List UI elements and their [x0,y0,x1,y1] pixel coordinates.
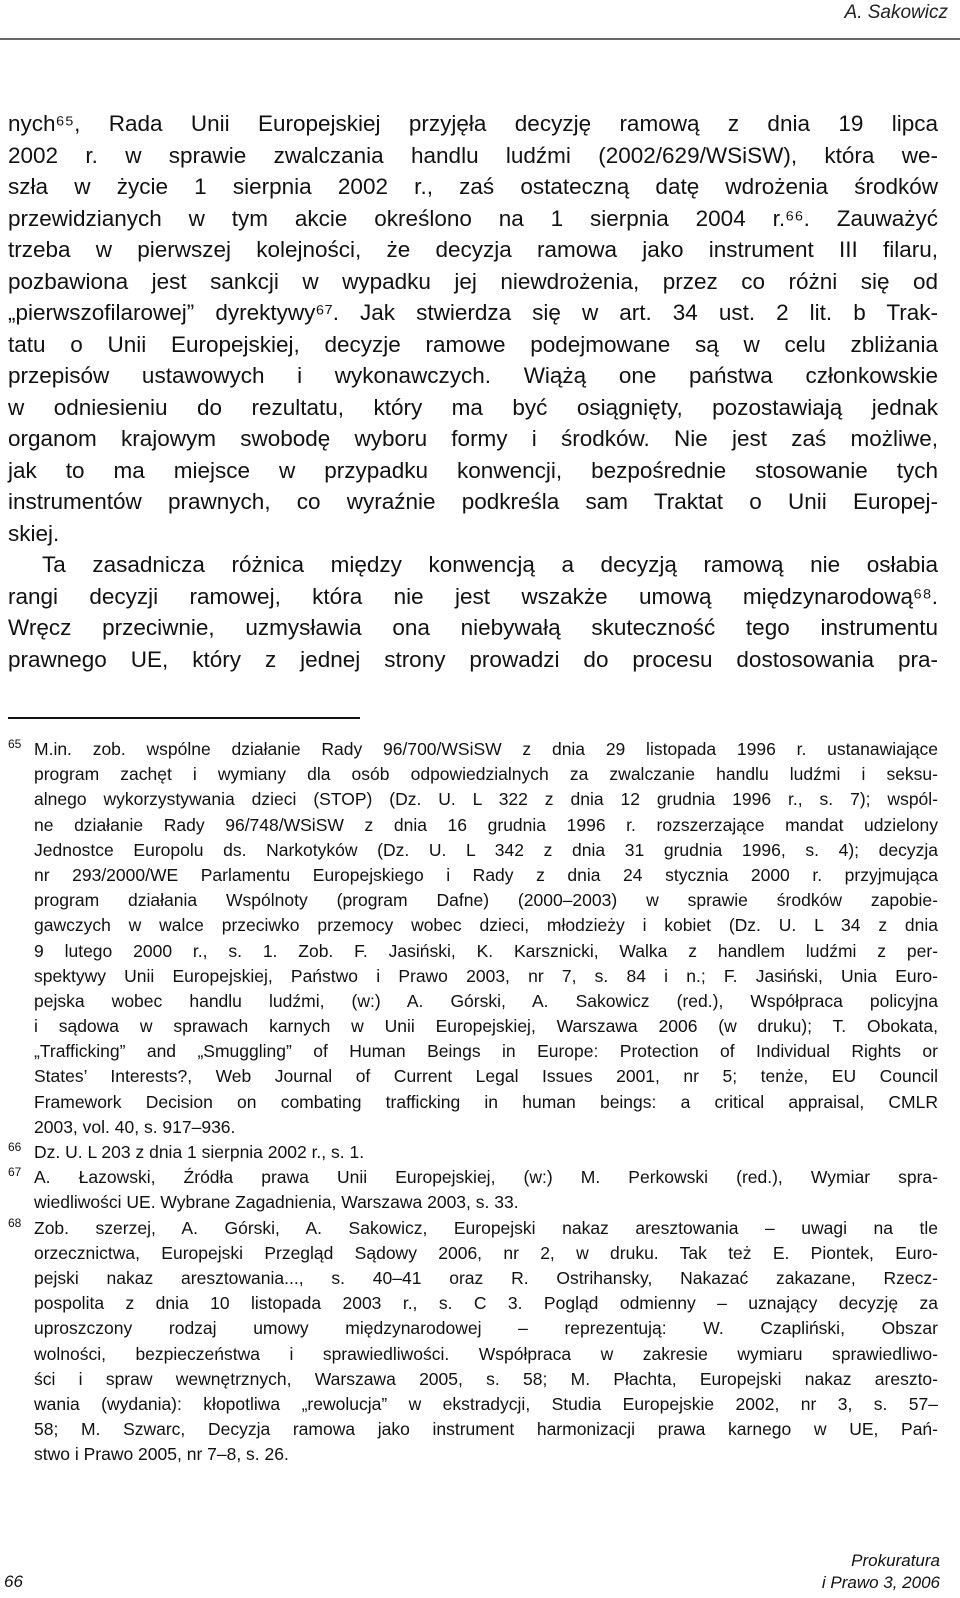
footnote-line: 58; M. Szwarc, Decyzja ramowa jako instrument harmonizacji prawa karnego w UE, Pań- [34,1419,938,1440]
running-header-author: A. Sakowicz [844,2,948,23]
footnote-line: ści i spraw wewnętrznych, Warszawa 2005, s. 58; M. Płachta, Europejski nakaz areszto- [34,1368,938,1389]
footnote-line: orzecznictwa, Europejski Przegląd Sądowy 2006, nr 2, w druku. Tak też E. Piontek, Euro- [34,1242,938,1263]
footnote-line: program zachęt i wymiany dla osób odpowiedzialnych za zwalczanie handlu ludźmi i seksu- [34,764,938,785]
footnote-line: 9 lutego 2000 r., s. 1. Zob. F. Jasiński, K. Karsznicki, Walka z handlem ludźmi z per- [34,940,938,961]
page-number: 66 [4,1572,23,1591]
body-line: trzeba w pierwszej kolejności, że decyzja ramowa jako instrument III filaru, [8,237,938,262]
footnote-line: Dz. U. L 203 z dnia 1 sierpnia 2002 r., s. 1. [34,1142,365,1162]
body-line: „pierwszofilarowej” dyrektywy⁶⁷. Jak stwierdza się w art. 34 ust. 2 lit. b Trak- [8,300,938,325]
footnote-line: 2003, vol. 40, s. 917–936. [34,1116,236,1137]
footnotes [8,737,938,1467]
body-line: pozbawiona jest sankcji w wypadku jej niewdrożenia, przez co różni się od [8,268,938,294]
footnote-line: M.in. zob. wspólne działanie Rady 96/700/WSiSW z dnia 29 listopada 1996 r. ustanawiające [34,739,938,759]
body-line: jak to ma miejsce w przypadku konwencji, bezpośrednie stosowanie tych [8,457,938,483]
main-text [8,108,938,675]
footnote-number: 68 [8,1215,22,1230]
body-line: nych⁶⁵, Rada Unii Europejskiej przyjęła decyzję ramową z dnia 19 lipca [8,111,938,136]
body-line: 2002 r. w sprawie zwalczania handlu ludźmi (2002/629/WSiSW), która we- [8,142,938,168]
footnote-line: pejski nakaz aresztowania..., s. 40–41 oraz R. Ostrihansky, Nakazać zakazane, Rzecz- [34,1267,938,1288]
footnote-separator [8,717,360,719]
footnote-line: nr 293/2000/WE Parlamentu Europejskiego i Rady z dnia 24 stycznia 2000 r. przyjmująca [34,864,938,885]
journal-issue: i Prawo 3, 2006 [821,1573,940,1592]
footnote-line: stwo i Prawo 2005, nr 7–8, s. 26. [34,1444,289,1465]
footnote-line: pejska wobec handlu ludźmi, (w:) A. Górski, A. Sakowicz (red.), Współpraca policyjna [34,990,938,1011]
body-line: Ta zasadnicza różnica między konwencją a decyzją ramową nie osłabia [42,552,938,577]
footnote-line: gawczych w walce przeciwko przemocy wobec dzieci, młodzieży i kobiet (Dz. U. L 34 z dnia [34,915,938,936]
footnote-line: A. Łazowski, Źródła prawa Unii Europejskiej, (w:) M. Perkowski (red.), Wymiar spra- [34,1167,938,1188]
footnote-line: wiedliwości UE. Wybrane Zagadnienia, Warszawa 2003, s. 33. [34,1192,519,1213]
body-line: przepisów ustawowych i wykonawczych. Wiążą one państwa członkowskie [8,363,938,388]
footnote-number: 65 [8,737,22,751]
journal-name: Prokuratura [851,1551,940,1570]
body-line: tatu o Unii Europejskiej, decyzje ramowe podejmowane są w celu zbliżania [8,331,938,357]
footnote-line: spektywy Unii Europejskiej, Państwo i Prawo 2003, nr 7, s. 84 i n.; F. Jasiński, Unia Euro- [34,965,938,986]
body-line: szła w życie 1 sierpnia 2002 r., zaś ostateczną datę wdrożenia środków [8,174,938,199]
footnote-line: Jednostce Europolu ds. Narkotyków (Dz. U. L 342 z dnia 31 grudnia 1996, s. 4); decyzja [34,839,938,860]
body-line: rangi decyzji ramowej, która nie jest wszakże umową międzynarodową⁶⁸. [8,583,938,609]
footnote-line: i sądowa w sprawach karnych w Unii Europejskiej, Warszawa 2006 (w druku); T. Obokata, [34,1016,938,1037]
footnote-line: ne działanie Rady 96/748/WSiSW z dnia 16 grudnia 1996 r. rozszerzające mandat udzielony [34,814,938,835]
footnote-line: pospolita z dnia 10 listopada 2003 r., s. C 3. Pogląd odmienny – uznający decyzję za [34,1293,938,1314]
body-line: przewidzianych w tym akcie określono na 1 sierpnia 2004 r.⁶⁶. Zauważyć [8,205,938,231]
footnote-line: wolności, bezpieczeństwa i sprawiedliwości. Współpraca w zakresie wymiaru sprawiedliwo- [34,1343,938,1364]
footnote-line: Zob. szerzej, A. Górski, A. Sakowicz, Europejski nakaz aresztowania – uwagi na tle [34,1217,938,1238]
header-rule [0,38,960,40]
journal-info [822,1550,940,1594]
body-line: Wręcz przeciwnie, uzmysławia ona niebywałą skuteczność tego instrumentu [8,615,938,640]
body-line: prawnego UE, który z jednej strony prowadzi do procesu dostosowania pra- [8,646,938,672]
body-line: instrumentów prawnych, co wyraźnie podkreśla sam Traktat o Unii Europej- [8,489,938,514]
footnote-line: alnego wykorzystywania dzieci (STOP) (Dz. U. L 322 z dnia 12 grudnia 1996 r., s. 7); wspól- [34,789,938,810]
footnote-line: wania (wydania): kłopotliwa „rewolucja” w ekstradycji, Studia Europejskie 2002, nr 3, s. 57– [34,1393,938,1414]
footnote-number: 67 [8,1165,22,1180]
body-line: w odniesieniu do rezultatu, który ma być osiągnięty, pozostawiają jednak [8,394,938,420]
footnote-line: „Trafficking” and „Smuggling” of Human Beings in Europe: Protection of Individual Rights or [34,1041,938,1062]
footnote-line: Framework Decision on combating trafficking in human beings: a critical appraisal, CMLR [34,1091,938,1112]
body-line: organom krajowym swobodę wyboru formy i środków. Nie jest zaś możliwe, [8,426,938,451]
footnote-number: 66 [8,1140,22,1154]
footnote-line: States’ Interests?, Web Journal of Current Legal Issues 2001, nr 5; tenże, EU Council [34,1066,938,1087]
footnote-line: uproszczony rodzaj umowy międzynarodowej – reprezentują: W. Czapliński, Obszar [34,1318,938,1339]
footnote-line: program działania Wspólnoty (program Dafne) (2000–2003) w sprawie środków zapobie- [34,890,938,911]
body-line: skiej. [8,520,60,546]
